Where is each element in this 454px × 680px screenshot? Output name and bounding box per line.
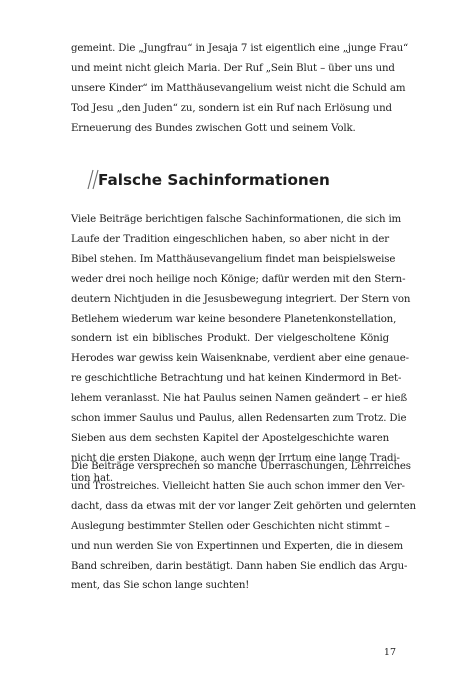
text-line: unsere Kinder“ im Matthäusevangelium weist nicht die Schuld am: [71, 82, 406, 94]
paragraph-ueberraschungen: [71, 457, 416, 596]
text-line: dacht, dass da etwas mit der vor langer Zeit gehörten und gelernten: [71, 500, 416, 512]
text-line: Herodes war gewiss kein Waisenknabe, verdient aber eine genaue-: [71, 353, 409, 365]
text-line: gemeint. Die „Jungfrau“ in Jesaja 7 ist eigentlich eine „junge Frau“: [71, 43, 409, 54]
text-line: sondern ist ein biblisches Produkt. Der vielgescholtene König: [71, 333, 389, 345]
text-line: Erneuerung des Bundes zwischen Gott und seinem Volk.: [71, 122, 356, 134]
text-line: Tod Jesu „den Juden“ zu, sondern ist ein Ruf nach Erlösung und: [71, 102, 392, 114]
text-line: Die Beiträge versprechen so manche Überraschungen, Lehrreiches: [71, 461, 411, 472]
text-line: und Trostreiches. Vielleicht hatten Sie auch schon immer den Ver-: [71, 480, 405, 492]
text-line: Laufe der Tradition eingeschlichen haben, so aber nicht in der: [71, 233, 389, 245]
page-number: 17: [383, 647, 396, 658]
text-line: weder drei noch heilige noch Könige; dafür werden mit den Stern-: [71, 273, 406, 285]
paragraph-intro: [71, 39, 409, 139]
text-line: und meint nicht gleich Maria. Der Ruf „Sein Blut – über uns und: [71, 62, 395, 74]
text-line: lehem veranlasst. Nie hat Paulus seinen Namen geändert – er hieß: [71, 393, 407, 405]
text-line: nicht die ersten Diakone, auch wenn der Irrtum eine lange Tradi-: [71, 452, 400, 464]
text-line: ment, das Sie schon lange suchten!: [71, 580, 250, 592]
text-line: tion hat.: [71, 472, 113, 484]
text-line: Auslegung bestimmter Stellen oder Geschichten nicht stimmt –: [71, 520, 390, 532]
text-line: deutern Nichtjuden in die Jesusbewegung integriert. Der Stern von: [71, 293, 411, 305]
text-line: re geschichtliche Betrachtung und hat keinen Kindermord in Bet-: [71, 373, 402, 385]
text-line: Sieben aus dem sechsten Kapitel der Apostelgeschichte waren: [71, 432, 389, 444]
text-line: Bibel stehen. Im Matthäusevangelium findet man beispielsweise: [71, 253, 396, 265]
text-line: und nun werden Sie von Expertinnen und Experten, die in diesem: [71, 540, 404, 552]
paragraph-sachinformationen: [71, 210, 411, 489]
text-line: Betlehem wiederum war keine besondere Planetenkonstellation,: [71, 313, 397, 325]
text-line: Viele Beiträge berichtigen falsche Sachinformationen, die sich im: [71, 214, 402, 225]
text-line: Band schreiben, darin bestätigt. Dann haben Sie endlich das Argu-: [71, 560, 408, 572]
section-heading: Falsche Sachinformationen: [98, 171, 330, 189]
text-line: schon immer Saulus und Paulus, allen Redensarten zum Trotz. Die: [71, 413, 407, 425]
